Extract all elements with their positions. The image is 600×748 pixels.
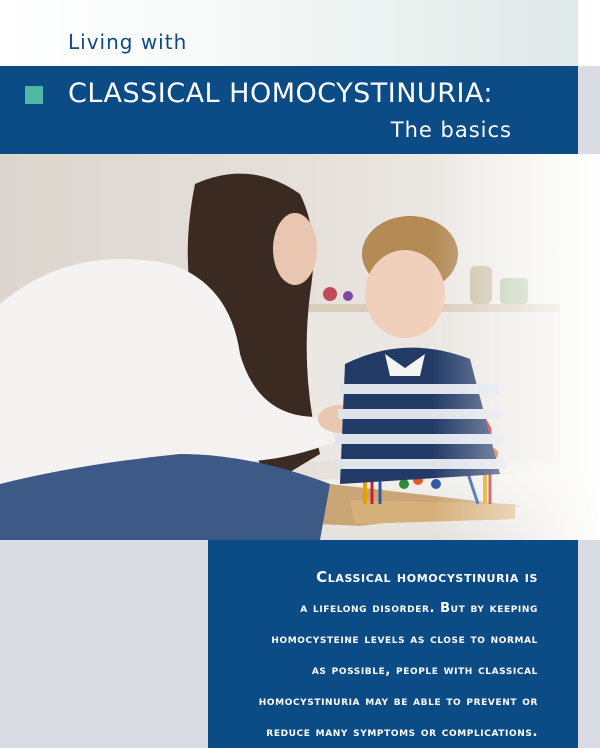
mother-child-illustration <box>0 154 600 540</box>
page-title: CLASSICAL HOMOCYSTINURIA: <box>68 78 494 109</box>
callout-line: as possible, people with classical <box>311 663 538 678</box>
kicker-text: Living with <box>68 30 188 54</box>
callout-line: Classical homocystinuria is <box>316 568 538 586</box>
title-side-strip <box>578 66 600 154</box>
callout-box <box>208 540 578 748</box>
callout-text <box>208 562 538 748</box>
callout-line: homocystinuria may be able to prevent or <box>258 694 538 709</box>
callout-line: reduce many symptoms or complications. <box>266 725 538 740</box>
callout-line: homocysteine levels as close to normal <box>271 632 538 647</box>
page-subtitle: The basics <box>390 118 512 142</box>
hero-photo <box>0 154 600 540</box>
square-marker-icon <box>25 86 43 104</box>
right-margin-strip <box>578 0 600 66</box>
callout-line: a lifelong disorder. But by keeping <box>300 601 538 616</box>
